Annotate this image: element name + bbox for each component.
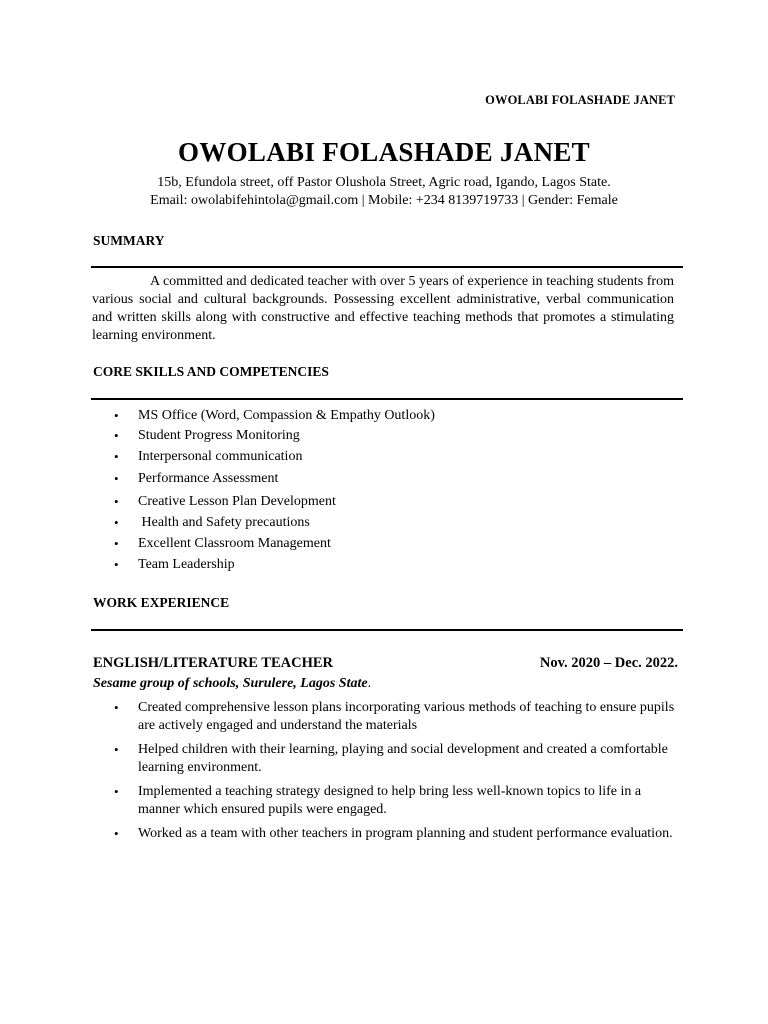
- skill-item: [92, 555, 435, 576]
- duty-item: [92, 825, 684, 843]
- skills-heading: CORE SKILLS AND COMPETENCIES: [93, 364, 329, 379]
- skill-label: Creative Lesson Plan Development: [138, 494, 336, 509]
- address-line: 15b, Efundola street, off Pastor Olushola Street, Agric road, Igando, Lagos State.: [157, 175, 611, 190]
- skill-item: [92, 406, 435, 426]
- bullet-icon: •: [114, 700, 119, 715]
- company-suffix: .: [367, 676, 372, 691]
- duty-item: [92, 741, 684, 777]
- duty-text: Worked as a team with other teachers in program planning and student performance evaluation.: [138, 826, 673, 841]
- job-company: [93, 676, 371, 692]
- skill-label: Interpersonal communication: [138, 449, 303, 464]
- duty-item: [92, 699, 684, 735]
- summary-divider: [91, 266, 683, 268]
- bullet-icon: •: [114, 784, 119, 799]
- skill-label: Health and Safety precautions: [138, 515, 310, 530]
- job-title: ENGLISH/LITERATURE TEACHER: [93, 655, 333, 671]
- contact-line: Email: owolabifehintola@gmail.com | Mobile: +234 8139719733 | Gender: Female: [150, 193, 618, 208]
- running-header-name: OWOLABI FOLASHADE JANET: [485, 93, 675, 107]
- skill-label: Team Leadership: [138, 557, 235, 572]
- bullet-icon: •: [114, 494, 119, 509]
- skill-item: [92, 534, 435, 555]
- company-name: Sesame group of schools, Surulere, Lagos State: [93, 676, 368, 691]
- duties-list: [92, 699, 684, 849]
- skill-label: Student Progress Monitoring: [138, 428, 300, 443]
- bullet-icon: •: [114, 826, 119, 841]
- skills-divider: [91, 398, 683, 400]
- summary-heading: SUMMARY: [93, 233, 165, 248]
- skill-item: [92, 492, 435, 513]
- bullet-icon: •: [114, 557, 119, 572]
- experience-heading: WORK EXPERIENCE: [93, 595, 230, 610]
- skill-label: MS Office (Word, Compassion & Empathy Outlook): [138, 408, 435, 423]
- bullet-icon: •: [114, 742, 119, 757]
- skill-item: [92, 447, 435, 469]
- skills-list: [92, 406, 435, 576]
- bullet-icon: •: [114, 471, 119, 486]
- skill-item: [92, 426, 435, 447]
- experience-divider: [91, 629, 683, 631]
- skill-label: Performance Assessment: [138, 471, 279, 486]
- bullet-icon: •: [114, 515, 119, 530]
- duty-text: Created comprehensive lesson plans incorporating various methods of teaching to ensure pupils are actively engaged and understand the materials: [138, 700, 675, 733]
- job-dates: Nov. 2020 – Dec. 2022.: [539, 655, 678, 671]
- bullet-icon: •: [114, 408, 119, 423]
- duty-text: Implemented a teaching strategy designed to help bring less well-known topics to life in a manner which ensured pupils were engaged.: [138, 784, 642, 817]
- summary-text: A committed and dedicated teacher with over 5 years of experience in teaching students from various social and cultural backgrounds. Possessing excellent administrative, verbal communication and written skills along with constructive and effective teaching methods that promotes a stimulating learning environment.: [92, 274, 674, 343]
- skill-label: Excellent Classroom Management: [138, 536, 331, 551]
- bullet-icon: •: [114, 536, 119, 551]
- bullet-icon: •: [114, 428, 119, 443]
- skill-item: [92, 513, 435, 534]
- duty-item: [92, 783, 684, 819]
- duty-text: Helped children with their learning, playing and social development and created a comfortable learning environment.: [138, 742, 668, 775]
- candidate-name: OWOLABI FOLASHADE JANET: [178, 137, 590, 167]
- bullet-icon: •: [114, 449, 119, 464]
- skill-item: [92, 469, 435, 492]
